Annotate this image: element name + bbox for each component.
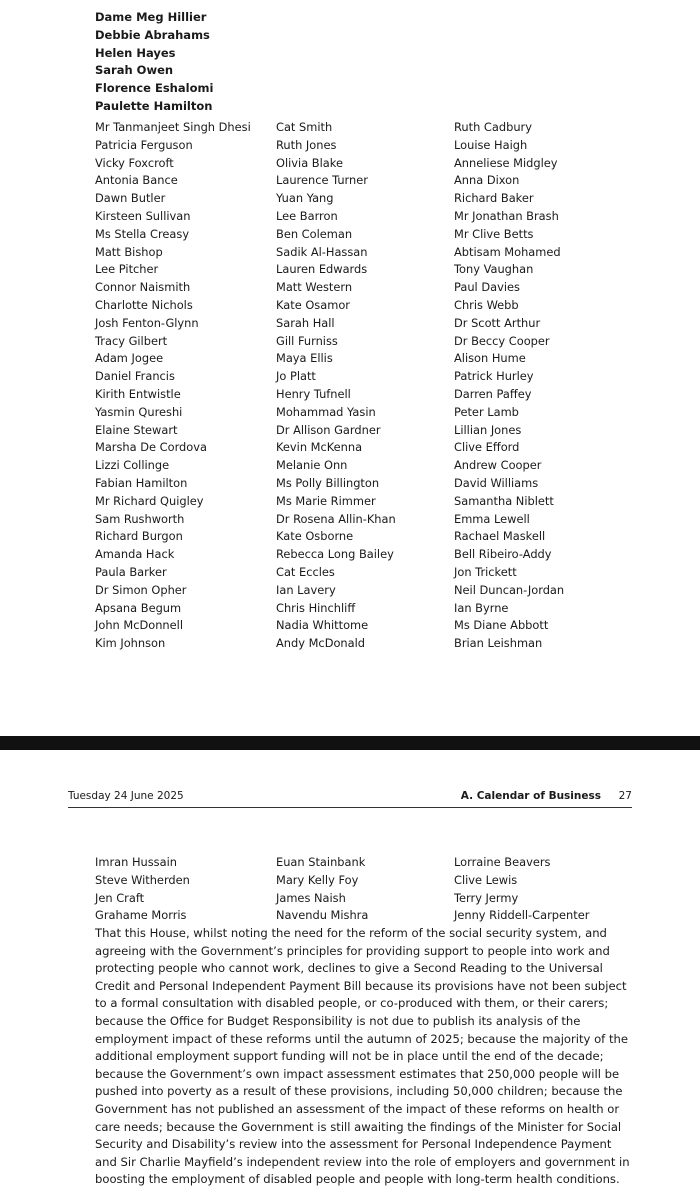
supporter-name: Richard Burgon [95,529,183,544]
supporter-name: Darren Paffey [454,386,532,401]
supporter-name: Jon Trickett [454,564,517,579]
supporter-name: Louise Haigh [454,137,528,152]
supporters-continued-column-3 [454,854,589,925]
supporter-name: Fabian Hamilton [95,475,188,490]
supporter-name: Rachael Maskell [454,529,546,544]
supporter-name: Connor Naismith [95,280,191,295]
supporter-name: Dr Simon Opher [95,582,187,597]
supporter-name: Mr Clive Betts [454,226,534,241]
supporter-name: Amanda Hack [95,547,175,562]
supporter-name: Euan Stainbank [276,855,366,869]
lead-sponsor-name: Paulette Hamilton [95,98,213,113]
supporter-name: Emma Lewell [454,511,530,526]
supporter-name: Laurence Turner [276,173,368,188]
supporter-name: Ms Diane Abbott [454,618,549,633]
motion-text: That this House, whilst noting the need for the reform of the social security system, and agreeing with the Government’s principles for providing support to people into work and protecting people who cannot work, declines to give a Second Reading to the Universal Credit and Personal Independent Payment Bill because its provisions have not been subject to a formal consultation with disabled people, or co-produced with them, or their carers; because the Office for Budget Responsibility is not due to publish its analysis of the employment impact of these reforms until the autumn of 2025; because the majority of the additional employment support funding will not be in place until the end of the decade; because the Government’s own impact assessment estimates that 250,000 people will be pushed into poverty as a result of these provisions, including 50,000 children; because the Government has not published an assessment of the impact of these reforms on health or care needs; because the Government is still awaiting the findings of the Minister for Social Security and Disability’s review into the assessment for Personal Independence Payment and Sir Charlie Mayfield’s independent review into the role of employers and government in boosting the employment of disabled people and people with long-term health conditions. [95,926,630,1187]
supporter-name: Ian Byrne [454,600,509,615]
supporter-name: Kevin McKenna [276,440,363,455]
supporter-name: Olivia Blake [276,155,343,170]
supporter-name: Tony Vaughan [454,262,534,277]
supporter-name: Sarah Hall [276,315,335,330]
supporter-name: Elaine Stewart [95,422,178,437]
supporter-name: Lee Barron [276,208,338,223]
supporter-name: Kirith Entwistle [95,386,181,401]
supporters-continued-column-2 [276,854,368,925]
supporter-name: Chris Webb [454,297,519,312]
supporter-name: Clive Efford [454,440,520,455]
lead-sponsor-name: Sarah Owen [95,63,174,78]
supporter-name: Lee Pitcher [95,262,159,277]
supporter-name: Abtisam Mohamed [454,244,561,259]
supporter-name: Adam Jogee [95,351,164,366]
supporter-name: Vicky Foxcroft [95,155,174,170]
header-date: Tuesday 24 June 2025 [68,790,184,802]
supporter-name: Sadik Al-Hassan [276,244,368,259]
supporter-name: Jenny Riddell-Carpenter [454,908,590,923]
supporter-name: Henry Tufnell [276,386,351,401]
supporter-name: Kate Osamor [276,297,350,312]
supporter-name: Dr Scott Arthur [454,315,541,330]
supporter-name: Matt Bishop [95,244,163,259]
supporter-name: Samantha Niblett [454,493,554,508]
supporter-name: Ms Marie Rimmer [276,493,376,508]
supporter-name: Anna Dixon [454,173,520,188]
lead-sponsor-name: Debbie Abrahams [95,27,210,42]
lead-sponsor-name: Dame Meg Hillier [95,10,207,24]
supporter-name: Jen Craft [95,890,145,905]
page-separator [0,736,700,750]
supporter-name: Ben Coleman [276,226,353,241]
supporter-name: Tracy Gilbert [95,333,168,348]
supporters-column-2 [276,119,396,653]
supporter-name: Andrew Cooper [454,458,542,473]
supporter-name: Marsha De Cordova [95,440,207,455]
supporter-name: Steve Witherden [95,872,190,887]
supporter-name: Apsana Begum [95,600,182,615]
supporter-name: Mr Tanmanjeet Singh Dhesi [95,120,251,134]
supporter-name: Ms Polly Billington [276,475,380,490]
supporter-name: Grahame Morris [95,908,187,923]
supporter-name: Kate Osborne [276,529,354,544]
supporter-name: Navendu Mishra [276,908,369,923]
supporters-continued-column-1 [95,854,190,925]
supporter-name: Antonia Bance [95,173,178,188]
supporter-name: Sam Rushworth [95,511,185,526]
supporter-name: Jo Platt [276,369,316,384]
supporter-name: Melanie Onn [276,458,348,473]
supporter-name: Yasmin Qureshi [95,404,183,419]
lead-sponsors-list [95,9,213,116]
supporter-name: Lizzi Collinge [95,458,170,473]
supporter-name: Mr Jonathan Brash [454,208,559,223]
supporter-name: Josh Fenton-Glynn [95,315,199,330]
supporter-name: Ms Stella Creasy [95,226,190,241]
supporter-name: Matt Western [276,280,353,295]
supporter-name: Brian Leishman [454,636,543,651]
supporters-column-1 [95,119,251,653]
supporter-name: Paula Barker [95,564,167,579]
supporter-name: Dr Rosena Allin-Khan [276,511,396,526]
supporter-name: Peter Lamb [454,404,519,419]
supporter-name: Lauren Edwards [276,262,368,277]
supporter-name: Kirsteen Sullivan [95,208,191,223]
supporter-name: Chris Hinchliff [276,600,356,615]
supporter-name: Gill Furniss [276,333,338,348]
supporter-name: Imran Hussain [95,855,177,869]
supporter-name: Mohammad Yasin [276,404,376,419]
supporter-name: Cat Smith [276,120,333,134]
lead-sponsor-name: Florence Eshalomi [95,81,214,96]
supporter-name: Cat Eccles [276,564,335,579]
supporter-name: Lorraine Beavers [454,855,551,869]
supporter-name: Richard Baker [454,191,534,206]
supporter-name: Lillian Jones [454,422,522,437]
lead-sponsor-name: Helen Hayes [95,45,176,60]
supporter-name: Yuan Yang [276,191,334,206]
supporters-column-3 [454,119,564,653]
supporter-name: Nadia Whittome [276,618,369,633]
supporter-name: Patrick Hurley [454,369,534,384]
supporter-name: John McDonnell [95,618,183,633]
supporter-name: Maya Ellis [276,351,333,366]
supporter-name: Ian Lavery [276,582,336,597]
header-section-title: A. Calendar of Business [460,790,601,802]
supporter-name: Kim Johnson [95,636,166,651]
supporter-name: Charlotte Nichols [95,297,193,312]
supporter-name: Alison Hume [454,351,526,366]
supporter-name: Daniel Francis [95,369,175,384]
supporter-name: David Williams [454,475,539,490]
supporter-name: Anneliese Midgley [454,155,558,170]
supporter-name: Ruth Cadbury [454,120,532,134]
supporter-name: Dr Beccy Cooper [454,333,550,348]
supporter-name: Ruth Jones [276,137,337,152]
supporter-name: Mary Kelly Foy [276,872,359,887]
header-page-number: 27 [618,790,632,802]
header-rule [68,807,632,808]
supporter-name: Patricia Ferguson [95,137,193,152]
supporter-name: Terry Jermy [454,890,519,905]
supporter-name: Neil Duncan-Jordan [454,582,565,597]
supporter-name: Dawn Butler [95,191,166,206]
supporter-name: Dr Allison Gardner [276,422,381,437]
supporter-name: Andy McDonald [276,636,366,651]
supporter-name: James Naish [276,890,346,905]
supporter-name: Clive Lewis [454,872,518,887]
supporter-name: Rebecca Long Bailey [276,547,394,562]
supporter-name: Bell Ribeiro-Addy [454,547,552,562]
supporter-name: Paul Davies [454,280,520,295]
supporter-name: Mr Richard Quigley [95,493,204,508]
